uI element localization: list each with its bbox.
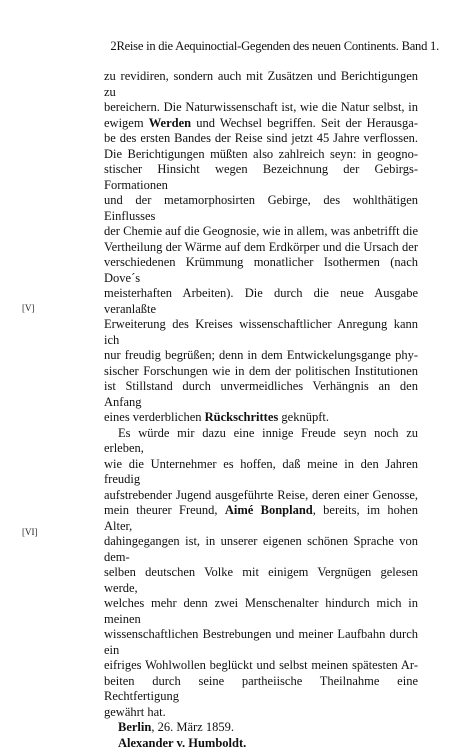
text-line <box>104 503 418 534</box>
body-text <box>104 69 418 751</box>
text-line: bereichern. Die Naturwissenschaft ist, wie die Natur selbst, in <box>104 100 418 116</box>
text-span: ewigem <box>104 116 149 130</box>
text-line: ist Stillstand durch unvermeidliches Verhängnis an den Anfang <box>104 379 418 410</box>
text-span: , bereits, im hohen Alter, <box>104 503 418 533</box>
text-span: und Wechsel begriffen. Seit der Herausga- <box>191 116 418 130</box>
page-marker-v: [V] <box>22 303 35 314</box>
text-line: verschiedenen Krümmung monatlicher Isothermen (nach Dove´s <box>104 255 418 286</box>
text-line: be des ersten Bandes der Reise sind jetzt 45 Jahre verflossen. <box>104 131 418 147</box>
text-line: zu revidiren, sondern auch mit Zusätzen und Berichtigungen zu <box>104 69 418 100</box>
page-marker-vi: [VI] <box>22 527 38 538</box>
text-line: Erweiterung des Kreises wissenschaftlicher Anregung kann ich <box>104 317 418 348</box>
signoff-date <box>104 720 418 736</box>
emphasis-rueckschrittes: Rückschrittes <box>205 410 279 424</box>
paragraph-1 <box>104 69 418 426</box>
text-line: eifriges Wohlwollen beglückt und selbst meinen spätesten Ar- <box>104 658 418 674</box>
text-span: geknüpft. <box>278 410 329 424</box>
emphasis-bonpland: Aimé Bonpland <box>225 503 313 517</box>
text-span: eines verderblichen <box>104 410 205 424</box>
text-line: nur freudig begrüßen; denn in dem Entwickelungsgange phy- <box>104 348 418 364</box>
text-line: der Chemie auf die Geognosie, wie in allem, was anbetrifft die <box>104 224 418 240</box>
text-line: gewährt hat. <box>104 705 418 721</box>
emphasis-werden: Werden <box>149 116 191 130</box>
text-line: wie die Unternehmer es hoffen, daß meine in den Jahren freudig <box>104 457 418 488</box>
text-line: dahingegangen ist, in unserer eigenen schönen Sprache von dem- <box>104 534 418 565</box>
signoff-date-text: , 26. März 1859. <box>151 720 234 734</box>
text-line: beiten durch seine partheiische Theilnahme eine Rechtfertigung <box>104 674 418 705</box>
running-head: 2Reise in die Aequinoctial-Gegenden des neuen Continents. Band 1. <box>104 38 439 54</box>
paragraph-2 <box>104 426 418 721</box>
signoff-place: Berlin <box>118 720 151 734</box>
text-line: stischer Hinsicht wegen Bezeichnung der Gebirgs-Formationen <box>104 162 418 193</box>
text-line: Es würde mir dazu eine innige Freude seyn noch zu erleben, <box>104 426 418 457</box>
text-line: meisterhaften Arbeiten). Die durch die neue Ausgabe veranlaßte <box>104 286 418 317</box>
text-line: Die Berichtigungen müßten also zahlreich seyn: in geogno- <box>104 147 418 163</box>
text-line: sischer Forschungen wie in dem der politischen Institutionen <box>104 364 418 380</box>
signoff-author: Alexander v. Humboldt. <box>104 736 418 751</box>
text-line: Vertheilung der Wärme auf dem Erdkörper und die Ursach der <box>104 240 418 256</box>
text-line <box>104 410 418 426</box>
text-line <box>104 116 418 132</box>
text-line: selben deutschen Volke mit einigem Vergnügen gelesen werde, <box>104 565 418 596</box>
text-line: und der metamorphosirten Gebirge, des wohlthätigen Einflusses <box>104 193 418 224</box>
text-line: wissenschaftlichen Bestrebungen und meiner Laufbahn durch ein <box>104 627 418 658</box>
text-line: aufstrebender Jugend ausgeführte Reise, deren einer Genosse, <box>104 488 418 504</box>
text-span: mein theurer Freund, <box>104 503 225 517</box>
text-line: welches mehr denn zwei Menschenalter hindurch mich in meinen <box>104 596 418 627</box>
